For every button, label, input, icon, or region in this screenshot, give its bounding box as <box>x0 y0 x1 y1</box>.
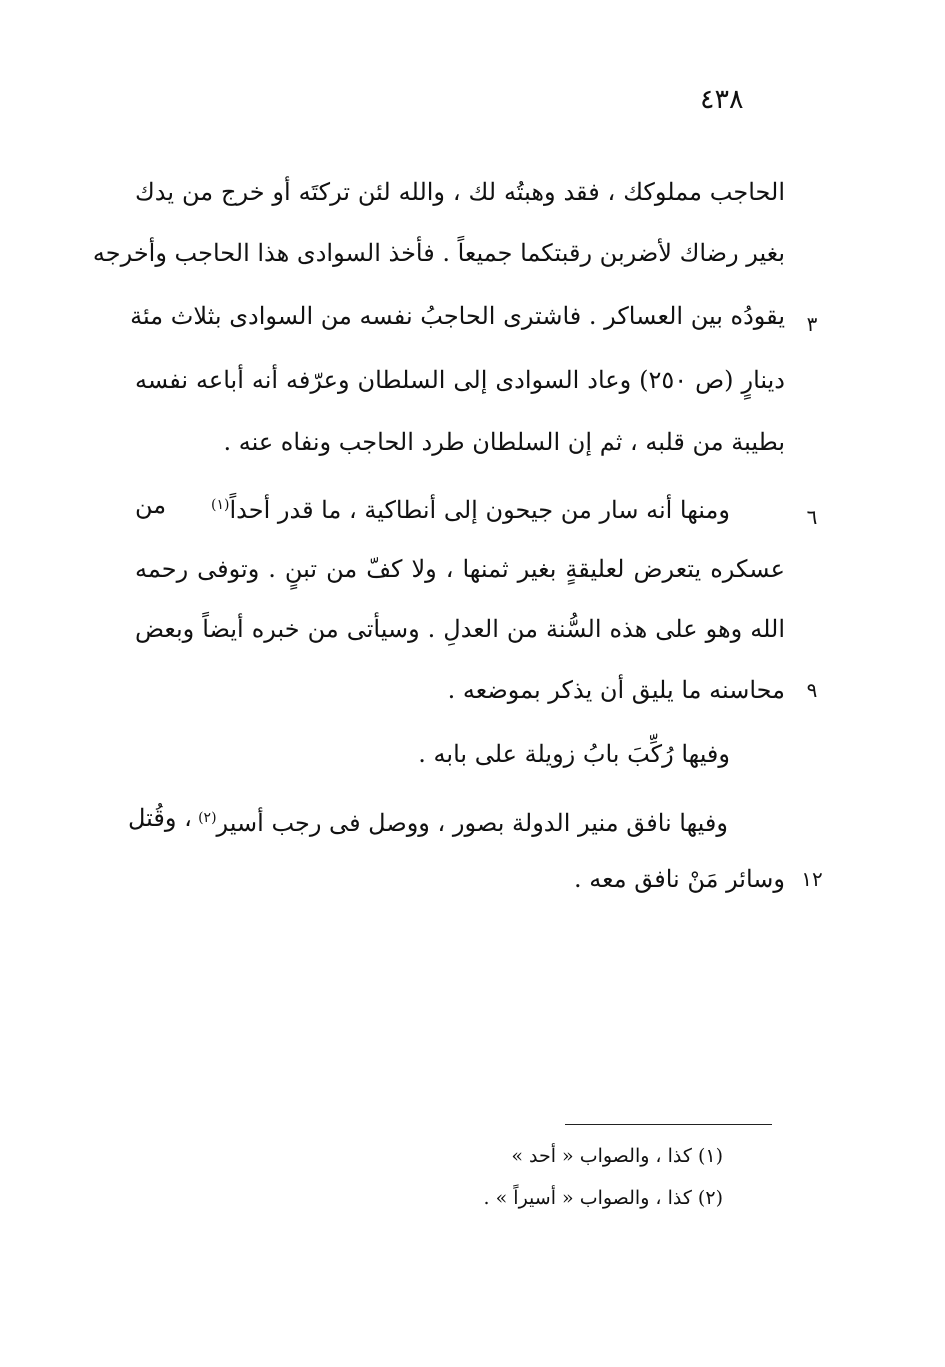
text-line-9: محاسنه ما يليق أن يذكر بموضعه . <box>447 676 785 704</box>
footnote-2: (٢) كذا ، والصواب « أسيراً » . <box>483 1187 723 1209</box>
text-line-10: وفيها رُكِّبَ بابُ زويلة على بابه . <box>418 740 730 768</box>
text-line-7: عسكره يتعرض لعليقةٍ بغير ثمنها ، ولا كفّ من تبنٍ . وتوفى رحمه <box>135 555 785 583</box>
footnote-ref-1: (١) <box>211 497 230 513</box>
line-number-12: ١٢ <box>801 867 823 891</box>
text-line-11-start: وفيها نافق منير الدولة بصور ، ووصل فى رجب أسير <box>216 809 728 837</box>
text-line-6-start: ومنها أنه سار من جيحون إلى أنطاكية ، ما قدر أحداً <box>229 496 730 524</box>
footnote-ref-2: (٢) <box>198 810 217 826</box>
text-line-1: الحاجب مملوكك ، فقد وهبتُه لك ، والله لئن تركتَه أو خرج من يدك <box>135 178 785 206</box>
text-line-8: الله وهو على هذه السُّنة من العدلِ . وسيأتى من خبره أيضاً وبعض <box>135 615 785 643</box>
line-number-9: ٩ <box>806 678 818 702</box>
text-line-3: يقودُه بين العساكر . فاشترى الحاجبُ نفسه من السوادى بثلاث مئة <box>130 302 785 330</box>
text-line-4: دينارٍ (ص ٢٥٠) وعاد السوادى إلى السلطان وعرّفه أنه أباعه نفسه <box>135 366 785 394</box>
text-line-11-end: ، وقُتل <box>128 804 192 832</box>
line-number-3: ٣ <box>806 312 818 336</box>
footnote-1: (١) كذا ، والصواب « أحد » <box>511 1145 723 1167</box>
text-line-12: وسائر مَنْ نافق معه . <box>574 865 785 893</box>
text-line-6 <box>135 485 785 525</box>
text-line-5: بطيبة من قلبه ، ثم إن السلطان طرد الحاجب ونفاه عنه . <box>223 428 785 456</box>
line-number-6: ٦ <box>806 505 818 529</box>
footnote-divider <box>565 1124 772 1125</box>
text-line-6-end: من <box>135 491 167 519</box>
page-number: ٤٣٨ <box>700 84 744 115</box>
text-line-2: بغير رضاك لأضربن رقبتكما جميعاً . فأخذ السوادى هذا الحاجب وأخرجه <box>92 239 785 267</box>
text-line-11 <box>128 798 728 838</box>
